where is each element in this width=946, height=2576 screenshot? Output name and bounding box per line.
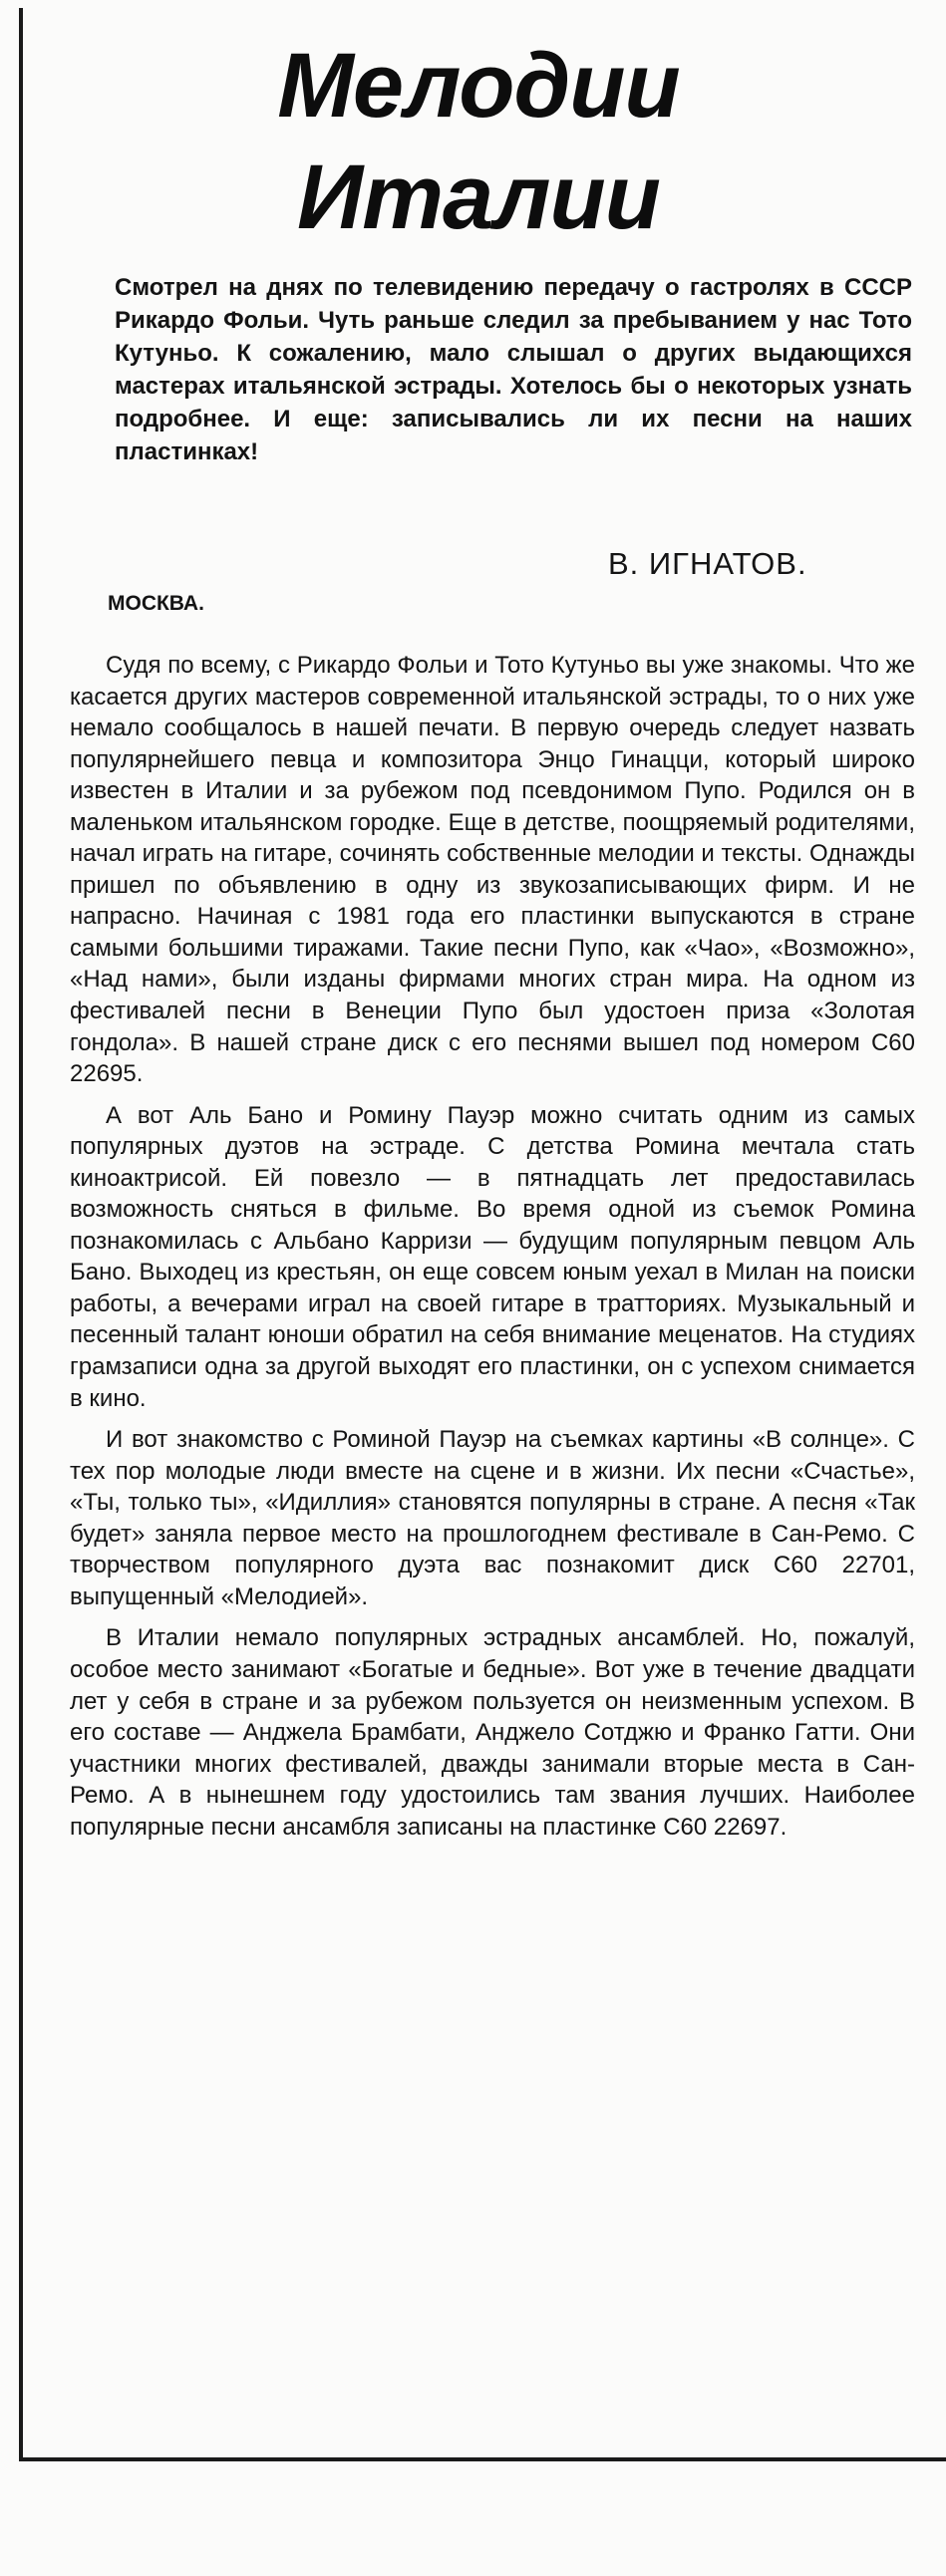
reader-letter: Смотрел на днях по телевидению передачу о гастролях в СССР Рикардо Фольи. Чуть раньше следил за пребыванием у нас Тото Кутуньо. К сожалению, мало слышал о других выдающихся мастерах итальянской эстрады. Хотелось бы о некоторых узнать подробнее. И еще: записывались ли их песни на наших пластинках! (115, 274, 912, 465)
article-body (70, 650, 915, 1843)
article-paragraph-1: Судя по всему, с Рикардо Фольи и Тото Кутуньо вы уже знакомы. Что же касается других мастеров современной итальянской эстрады, то о них уже немало сообщалось в нашей печати. В первую очередь следует назвать популярнейшего певца и композитора Энцо Гинацци, который широко известен в Италии и за рубежом под псевдонимом Пупо. Родился он в маленьком итальянском городке. Еще в детстве, поощряемый родителями, начал играть на гитаре, сочинять собственные мелодии и тексты. Однажды пришел по объявлению в одну из звукозаписывающих фирм. И не напрасно. Начиная с 1981 года его пластинки выпускаются в стране самыми большими тиражами. Такие песни Пупо, как «Чао», «Возможно», «Над нами», были изданы фирмами многих стран мира. На одном из фестивалей песни в Венеции Пупо был удостоен приза «Золотая гондола». В нашей стране диск с его песнями вышел под номером С60 22695. (70, 652, 915, 1088)
column-rule-left (19, 8, 23, 2459)
letter-city: МОСКВА. (108, 592, 204, 615)
headline-line-2: Италии (297, 146, 660, 248)
article-paragraph-4: В Италии немало популярных эстрадных ансамблей. Но, пожалуй, особое место занимают «Богатые и бедные». Вот уже в течение двадцати лет у себя в стране и за рубежом пользуется он неизменным успехом. В его составе — Анджела Брамбати, Анджело Сотджю и Франко Гатти. Они участники многих фестивалей, дважды занимали вторые места в Сан-Ремо. А в нынешнем году удостоились там звания лучших. Наиболее популярные песни ансамбля записаны на пластинке С60 22697. (70, 1624, 915, 1841)
column-rule-bottom (19, 2457, 946, 2461)
article-paragraph-3: И вот знакомство с Роминой Пауэр на съемках картины «В солнце». С тех пор молодые люди вместе на сцене и в жизни. Их песни «Счастье», «Ты, только ты», «Идиллия» становятся популярны в стране. А песня «Так будет» заняла первое место на прошлогоднем фестивале в Сан-Ремо. С творчеством популярного дуэта вас познакомит диск С60 22701, выпущенный «Мелодией». (70, 1426, 915, 1610)
headline-line-1: Мелодии (277, 35, 680, 137)
letter-signature: В. ИГНАТОВ. (608, 546, 807, 581)
article-paragraph-2: А вот Аль Бано и Ромину Пауэр можно считать одним из самых популярных дуэтов на эстраде. С детства Ромина мечтала стать киноактрисой. Ей повезло — в пятнадцать лет предоставилась возможность сняться в фильме. Во время одной из съемок Ромина познакомилась с Альбано Карризи — будущим популярным певцом Аль Бано. Выходец из крестьян, он еще совсем юным уехал в Милан на поиски работы, а вечерами играл на своей гитаре в тратториях. Музыкальный и песенный талант юноши обратил на себя внимание меценатов. На студиях грамзаписи одна за другой выходят его пластинки, он с успехом снимается в кино. (70, 1101, 915, 1412)
article-headline (179, 30, 778, 253)
